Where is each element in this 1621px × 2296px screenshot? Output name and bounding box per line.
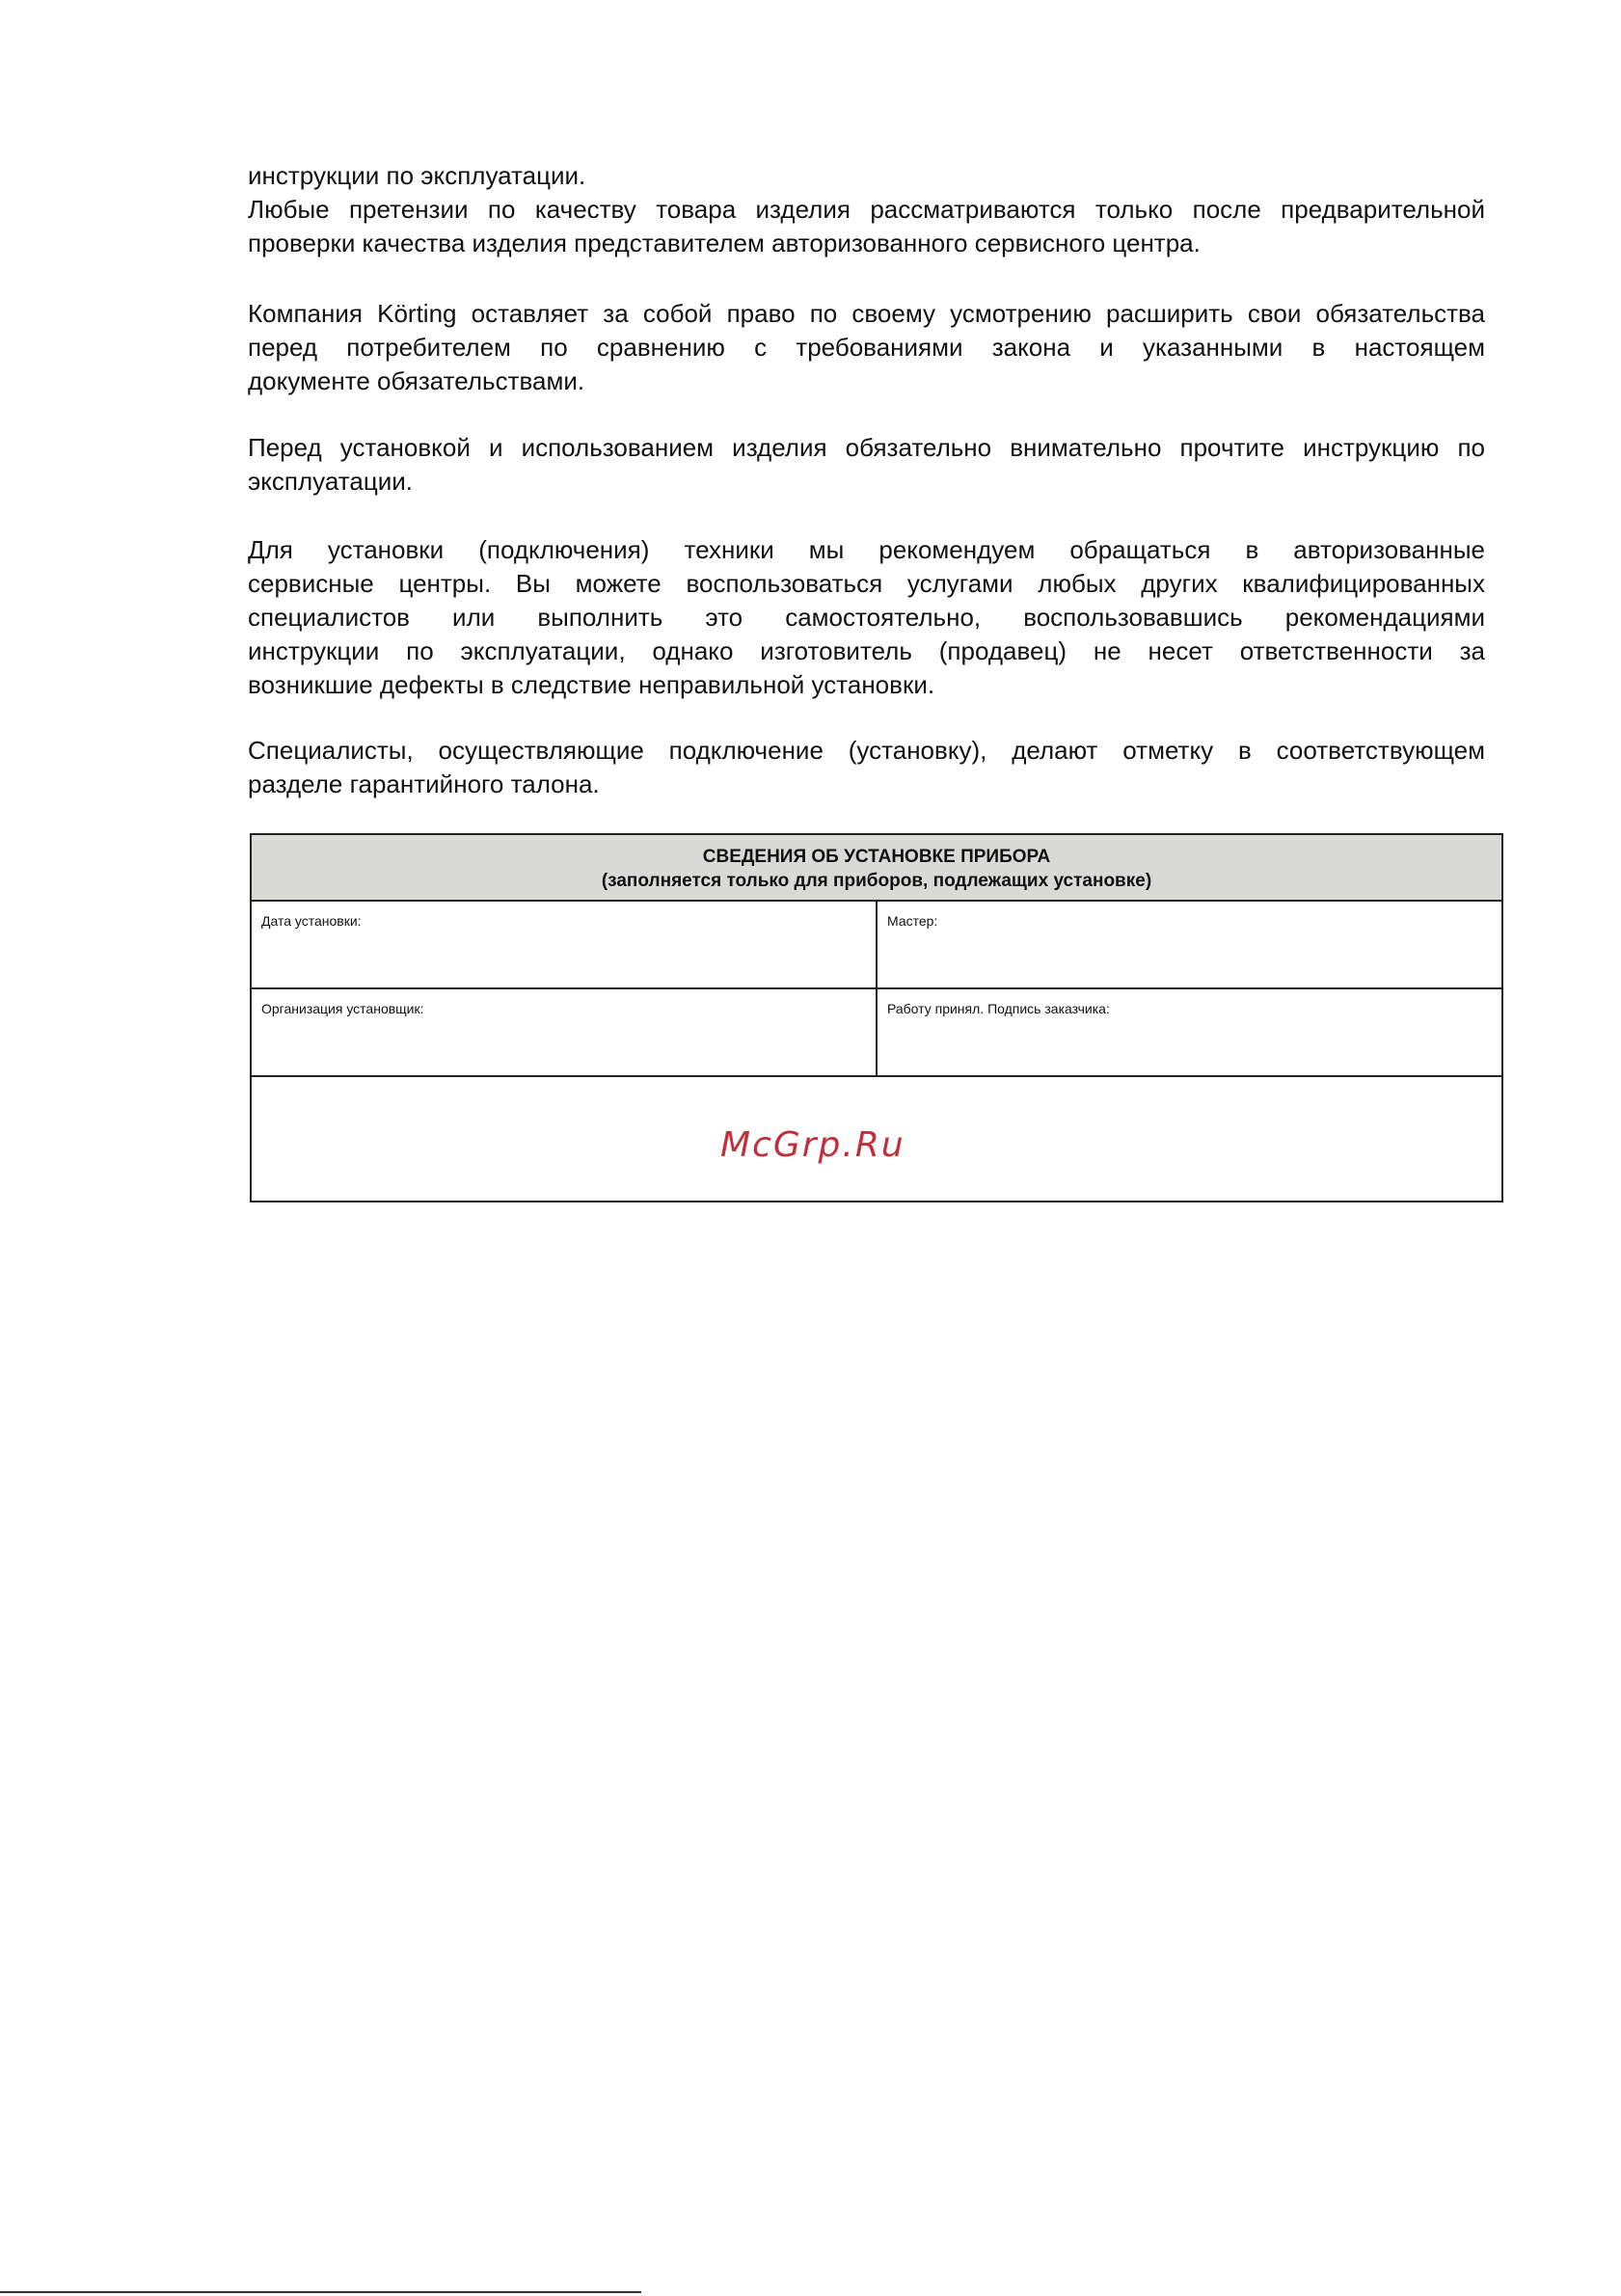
master-label: Мастер: xyxy=(887,913,938,929)
paragraph-installation-advice xyxy=(248,533,1485,702)
footer-divider xyxy=(0,2291,641,2293)
watermark-text: McGrp.Ru xyxy=(720,1125,905,1165)
text-line: инструкции по эксплуатации, однако изготовитель (продавец) не несет ответственности за xyxy=(248,636,1485,665)
customer-signature-label: Работу принял. Подпись заказчика: xyxy=(887,1001,1110,1016)
paragraph-korting-obligations xyxy=(248,297,1485,398)
text-line: возникшие дефекты в следствие неправильной установки. xyxy=(248,670,935,699)
text-line: Перед установкой и использованием изделия обязательно внимательно прочтите инструкцию по xyxy=(248,433,1485,462)
master-field[interactable] xyxy=(878,902,1501,989)
install-date-field[interactable] xyxy=(252,902,878,989)
paragraph-specialists-mark xyxy=(248,734,1485,801)
installer-org-label: Организация установщик: xyxy=(261,1001,424,1016)
text-line: Специалисты, осуществляющие подключение (установку), делают отметку в соответствующем xyxy=(248,736,1485,765)
text-line: Компания Körting оставляет за собой право по своему усмотрению расширить свои обязательства xyxy=(248,299,1485,328)
installation-table-title: СВЕДЕНИЯ ОБ УСТАНОВКЕ ПРИБОРА xyxy=(702,847,1051,867)
text-line: специалистов или выполнить это самостоятельно, воспользовавшись рекомендациями xyxy=(248,603,1485,632)
installation-table-subtitle: (заполняется только для приборов, подлежащих установке) xyxy=(601,871,1152,891)
text-line: проверки качества изделия представителем авторизованного сервисного центра. xyxy=(248,229,1201,257)
watermark-row xyxy=(252,1077,1501,1201)
text-line: эксплуатации. xyxy=(248,467,414,496)
installation-table-header xyxy=(252,835,1501,902)
installer-org-field[interactable] xyxy=(252,989,878,1077)
customer-signature-field[interactable] xyxy=(878,989,1501,1077)
paragraph-claims xyxy=(248,159,1485,260)
text-line: Любые претензии по качеству товара изделия рассматриваются только после предварительной xyxy=(248,195,1485,224)
text-line: инструкции по эксплуатации. xyxy=(248,161,586,190)
installation-info-table xyxy=(250,833,1503,1202)
install-date-label: Дата установки: xyxy=(261,913,362,929)
text-line: разделе гарантийного талона. xyxy=(248,770,600,798)
text-line: Для установки (подключения) техники мы рекомендуем обращаться в авторизованные xyxy=(248,535,1485,564)
text-line: документе обязательствами. xyxy=(248,366,585,395)
paragraph-read-instructions xyxy=(248,431,1485,499)
text-line: сервисные центры. Вы можете воспользоваться услугами любых других квалифицированных xyxy=(248,569,1485,598)
text-line: перед потребителем по сравнению с требованиями закона и указанными в настоящем xyxy=(248,333,1485,362)
